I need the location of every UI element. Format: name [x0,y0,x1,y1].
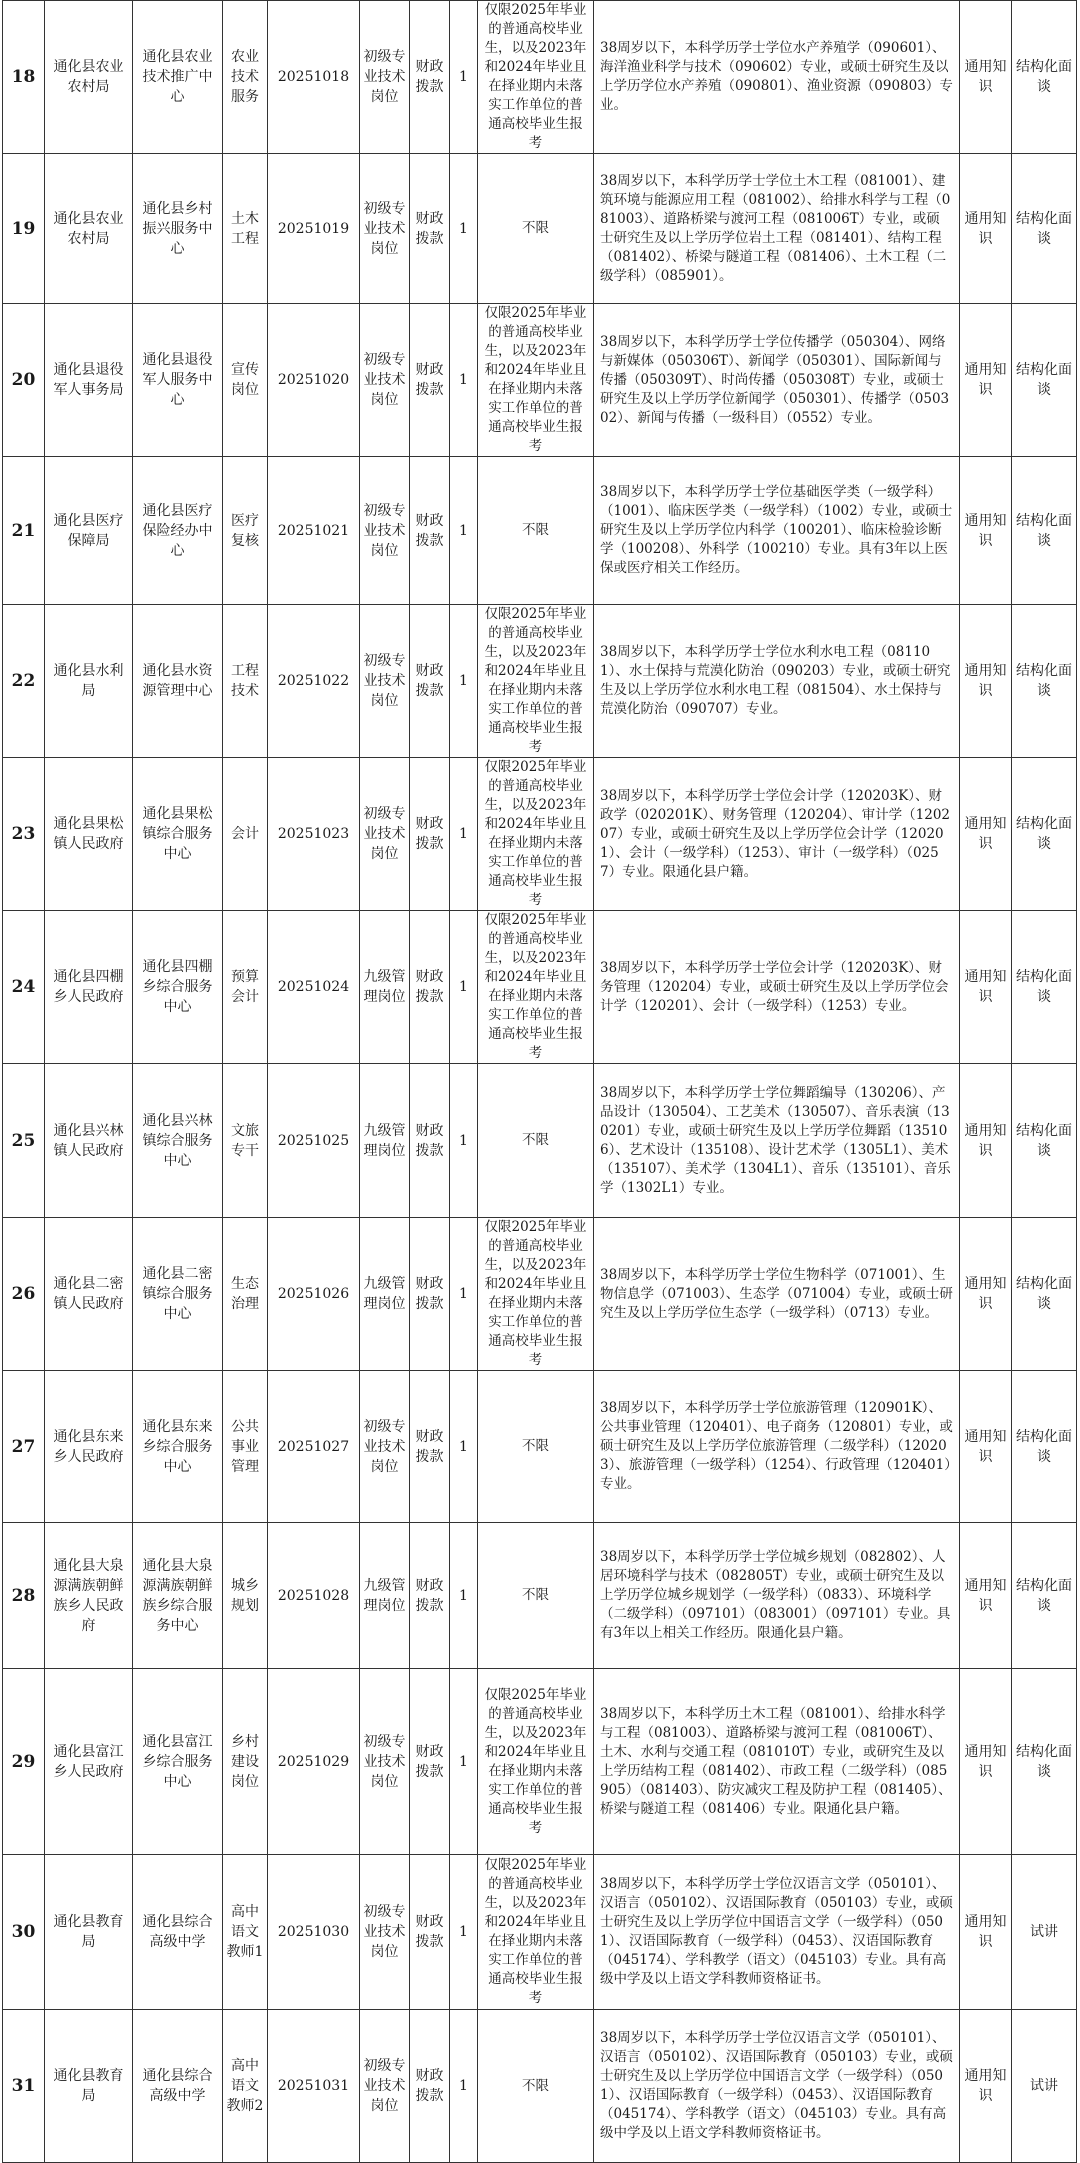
post-level-cell: 初级专业技术岗位 [360,154,410,304]
post-name-cell: 工程技术 [223,605,268,758]
post-code-cell: 20251019 [268,154,360,304]
interview-type-cell: 试讲 [1012,2010,1077,2163]
interview-type-cell: 结构化面谈 [1012,1064,1077,1218]
post-name-cell: 土木工程 [223,154,268,304]
department-cell: 通化县退役军人事务局 [45,304,133,457]
applicant-condition-cell: 仅限2025年毕业的普通高校毕业生，以及2023年和2024年毕业且在择业期内未落实工作单位的普通高校毕业生报考 [478,1,594,154]
requirements-cell: 38周岁以下，本科学历学士学位舞蹈编导（130206）、产品设计（130504）、工艺美术（130507）、音乐表演（130201）专业，或硕士研究生及以上学历学位舞蹈（135106）、艺术设计（135108）、设计艺术学（1305L1）、美术（135107）、美术学（1304L1）、音乐（135101）、音乐学（1302L1）专业。 [594,1064,960,1218]
department-cell: 通化县兴林镇人民政府 [45,1064,133,1218]
requirements-cell: 38周岁以下，本科学历学士学位汉语言文学（050101）、汉语言（050102）、汉语国际教育（050103）专业，或硕士研究生及以上学历学位中国语言文学（一级学科）（0501）、汉语国际教育（一级学科）（0453）、汉语国际教育（045174）、学科教学（语文）（045103）专业。具有高级中学及以上语文学科教师资格证书。 [594,1855,960,2010]
table-body [3,1,1077,2163]
requirements-cell: 38周岁以下，本科学历学士学位基础医学类（一级学科）（1001）、临床医学类（一级学科）（1002）专业，或硕士研究生及以上学历学位内科学（100201）、临床检验诊断学（100208）、外科学（100210）专业。具有3年以上医保或医疗相关工作经历。 [594,457,960,605]
row-number: 31 [3,2010,45,2163]
post-level-cell: 初级专业技术岗位 [360,758,410,911]
department-cell: 通化县二密镇人民政府 [45,1218,133,1371]
post-name-cell: 会计 [223,758,268,911]
requirements-cell: 38周岁以下，本科学历学士学位城乡规划（082802）、人居环境科学与技术（082805T）专业，或硕士研究生及以上学历学位城乡规划学（一级学科）（0833）、环境科学（二级学科）（097101）（083001）（097101）专业。具有3年以上相关工作经历。限通化县户籍。 [594,1523,960,1669]
post-level-cell: 九级管理岗位 [360,1064,410,1218]
table-row [3,304,1077,457]
post-code-cell: 20251023 [268,758,360,911]
employer-unit-cell: 通化县水资源管理中心 [133,605,223,758]
interview-type-cell: 结构化面谈 [1012,154,1077,304]
table-row [3,1669,1077,1855]
exam-subject-cell: 通用知识 [960,1669,1012,1855]
post-code-cell: 20251028 [268,1523,360,1669]
requirements-cell: 38周岁以下，本科学历学士学位会计学（120203K）、财务管理（120204）专业，或硕士研究生及以上学历学位会计学（120201）、会计（一级学科）（1253）专业。 [594,911,960,1064]
interview-type-cell: 试讲 [1012,1855,1077,2010]
post-name-cell: 医疗复核 [223,457,268,605]
table-row [3,1371,1077,1523]
applicant-condition-cell: 仅限2025年毕业的普通高校毕业生，以及2023年和2024年毕业且在择业期内未落实工作单位的普通高校毕业生报考 [478,911,594,1064]
post-level-cell: 初级专业技术岗位 [360,1669,410,1855]
post-name-cell: 乡村建设岗位 [223,1669,268,1855]
post-name-cell: 城乡规划 [223,1523,268,1669]
employer-unit-cell: 通化县二密镇综合服务中心 [133,1218,223,1371]
post-name-cell: 生态治理 [223,1218,268,1371]
applicant-condition-cell: 仅限2025年毕业的普通高校毕业生，以及2023年和2024年毕业且在择业期内未落实工作单位的普通高校毕业生报考 [478,605,594,758]
post-name-cell: 宣传岗位 [223,304,268,457]
employer-unit-cell: 通化县兴林镇综合服务中心 [133,1064,223,1218]
table-row [3,605,1077,758]
employer-unit-cell: 通化县退役军人服务中心 [133,304,223,457]
exam-subject-cell: 通用知识 [960,1371,1012,1523]
employer-unit-cell: 通化县综合高级中学 [133,2010,223,2163]
post-name-cell: 农业技术服务 [223,1,268,154]
interview-type-cell: 结构化面谈 [1012,758,1077,911]
interview-type-cell: 结构化面谈 [1012,911,1077,1064]
post-level-cell: 初级专业技术岗位 [360,2010,410,2163]
row-number: 27 [3,1371,45,1523]
exam-subject-cell: 通用知识 [960,1218,1012,1371]
post-name-cell: 高中语文教师1 [223,1855,268,2010]
requirements-cell: 38周岁以下，本科学历学士学位生物科学（071001）、生物信息学（071003）、生态学（071004）专业，或硕士研究生及以上学历学位生态学（一级学科）（0713）专业。 [594,1218,960,1371]
employer-unit-cell: 通化县农业技术推广中心 [133,1,223,154]
applicant-condition-cell: 不限 [478,1064,594,1218]
post-code-cell: 20251020 [268,304,360,457]
hire-count-cell: 1 [450,1,478,154]
exam-subject-cell: 通用知识 [960,1,1012,154]
funding-type-cell: 财政拨款 [410,1669,450,1855]
interview-type-cell: 结构化面谈 [1012,605,1077,758]
post-level-cell: 九级管理岗位 [360,1218,410,1371]
employer-unit-cell: 通化县大泉源满族朝鲜族乡综合服务中心 [133,1523,223,1669]
requirements-cell: 38周岁以下，本科学历学士学位汉语言文学（050101）、汉语言（050102）、汉语国际教育（050103）专业，或硕士研究生及以上学历学位中国语言文学（一级学科）（0501）、汉语国际教育（一级学科）（0453）、汉语国际教育（045174）、学科教学（语文）（045103）专业。具有高级中学及以上语文学科教师资格证书。 [594,2010,960,2163]
applicant-condition-cell: 不限 [478,1371,594,1523]
post-name-cell: 文旅专干 [223,1064,268,1218]
requirements-cell: 38周岁以下，本科学历学士学位会计学（120203K）、财政学（020201K）、财务管理（120204）、审计学（120207）专业，或硕士研究生及以上学历学位会计学（120201）、会计（一级学科）（1253）、审计（一级学科）（0257）专业。限通化县户籍。 [594,758,960,911]
table-row [3,154,1077,304]
interview-type-cell: 结构化面谈 [1012,457,1077,605]
post-code-cell: 20251022 [268,605,360,758]
post-code-cell: 20251031 [268,2010,360,2163]
interview-type-cell: 结构化面谈 [1012,1523,1077,1669]
requirements-cell: 38周岁以下，本科学历学士学位水产养殖学（090601）、海洋渔业科学与技术（090602）专业，或硕士研究生及以上学历学位水产养殖（090801）、渔业资源（090803）专业。 [594,1,960,154]
department-cell: 通化县水利局 [45,605,133,758]
applicant-condition-cell: 不限 [478,2010,594,2163]
table-row [3,457,1077,605]
exam-subject-cell: 通用知识 [960,304,1012,457]
applicant-condition-cell: 仅限2025年毕业的普通高校毕业生，以及2023年和2024年毕业且在择业期内未落实工作单位的普通高校毕业生报考 [478,1669,594,1855]
hire-count-cell: 1 [450,304,478,457]
applicant-condition-cell: 仅限2025年毕业的普通高校毕业生，以及2023年和2024年毕业且在择业期内未落实工作单位的普通高校毕业生报考 [478,758,594,911]
post-code-cell: 20251026 [268,1218,360,1371]
post-code-cell: 20251030 [268,1855,360,2010]
row-number: 20 [3,304,45,457]
table-row [3,911,1077,1064]
table-row [3,758,1077,911]
department-cell: 通化县医疗保障局 [45,457,133,605]
table-row [3,1855,1077,2010]
employer-unit-cell: 通化县四棚乡综合服务中心 [133,911,223,1064]
department-cell: 通化县教育局 [45,2010,133,2163]
interview-type-cell: 结构化面谈 [1012,304,1077,457]
exam-subject-cell: 通用知识 [960,1523,1012,1669]
applicant-condition-cell: 仅限2025年毕业的普通高校毕业生，以及2023年和2024年毕业且在择业期内未落实工作单位的普通高校毕业生报考 [478,1218,594,1371]
table-row [3,1523,1077,1669]
post-code-cell: 20251025 [268,1064,360,1218]
table-row [3,1064,1077,1218]
interview-type-cell: 结构化面谈 [1012,1669,1077,1855]
applicant-condition-cell: 不限 [478,1523,594,1669]
funding-type-cell: 财政拨款 [410,457,450,605]
post-level-cell: 初级专业技术岗位 [360,304,410,457]
post-code-cell: 20251021 [268,457,360,605]
post-code-cell: 20251018 [268,1,360,154]
exam-subject-cell: 通用知识 [960,605,1012,758]
hire-count-cell: 1 [450,1064,478,1218]
hire-count-cell: 1 [450,911,478,1064]
employer-unit-cell: 通化县医疗保险经办中心 [133,457,223,605]
applicant-condition-cell: 不限 [478,154,594,304]
row-number: 23 [3,758,45,911]
department-cell: 通化县大泉源满族朝鲜族乡人民政府 [45,1523,133,1669]
hire-count-cell: 1 [450,1855,478,2010]
post-code-cell: 20251024 [268,911,360,1064]
interview-type-cell: 结构化面谈 [1012,1,1077,154]
post-level-cell: 初级专业技术岗位 [360,1,410,154]
post-level-cell: 初级专业技术岗位 [360,457,410,605]
hire-count-cell: 1 [450,457,478,605]
exam-subject-cell: 通用知识 [960,758,1012,911]
exam-subject-cell: 通用知识 [960,457,1012,605]
row-number: 24 [3,911,45,1064]
post-name-cell: 公共事业管理 [223,1371,268,1523]
job-posting-table [2,0,1077,2163]
hire-count-cell: 1 [450,154,478,304]
requirements-cell: 38周岁以下，本科学历学士学位传播学（050304）、网络与新媒体（050306T）、新闻学（050301）、国际新闻与传播（050309T）、时尚传播（050308T）专业，或硕士研究生及以上学历学位新闻学（050301）、传播学（050302）、新闻与传播（一级科目）（0552）专业。 [594,304,960,457]
requirements-cell: 38周岁以下，本科学历土木工程（081001）、给排水科学与工程（081003）、道路桥梁与渡河工程（081006T）、土木、水利与交通工程（081010T）专业，或研究生及以上学历结构工程（081402）、市政工程（二级学科）（085905）（081403）、防灾减灾工程及防护工程（081405）、桥梁与隧道工程（081406）专业。限通化县户籍。 [594,1669,960,1855]
employer-unit-cell: 通化县综合高级中学 [133,1855,223,2010]
funding-type-cell: 财政拨款 [410,605,450,758]
employer-unit-cell: 通化县乡村振兴服务中心 [133,154,223,304]
hire-count-cell: 1 [450,758,478,911]
hire-count-cell: 1 [450,2010,478,2163]
funding-type-cell: 财政拨款 [410,1371,450,1523]
row-number: 19 [3,154,45,304]
department-cell: 通化县东来乡人民政府 [45,1371,133,1523]
post-code-cell: 20251027 [268,1371,360,1523]
funding-type-cell: 财政拨款 [410,154,450,304]
funding-type-cell: 财政拨款 [410,1218,450,1371]
table-row [3,1218,1077,1371]
funding-type-cell: 财政拨款 [410,758,450,911]
post-name-cell: 预算会计 [223,911,268,1064]
funding-type-cell: 财政拨款 [410,2010,450,2163]
employer-unit-cell: 通化县富江乡综合服务中心 [133,1669,223,1855]
post-name-cell: 高中语文教师2 [223,2010,268,2163]
department-cell: 通化县富江乡人民政府 [45,1669,133,1855]
applicant-condition-cell: 仅限2025年毕业的普通高校毕业生，以及2023年和2024年毕业且在择业期内未落实工作单位的普通高校毕业生报考 [478,304,594,457]
interview-type-cell: 结构化面谈 [1012,1371,1077,1523]
employer-unit-cell: 通化县东来乡综合服务中心 [133,1371,223,1523]
funding-type-cell: 财政拨款 [410,1064,450,1218]
funding-type-cell: 财政拨款 [410,304,450,457]
department-cell: 通化县农业农村局 [45,1,133,154]
table-row [3,2010,1077,2163]
department-cell: 通化县果松镇人民政府 [45,758,133,911]
funding-type-cell: 财政拨款 [410,911,450,1064]
table-row [3,1,1077,154]
post-level-cell: 初级专业技术岗位 [360,605,410,758]
exam-subject-cell: 通用知识 [960,154,1012,304]
hire-count-cell: 1 [450,1669,478,1855]
funding-type-cell: 财政拨款 [410,1855,450,2010]
applicant-condition-cell: 仅限2025年毕业的普通高校毕业生，以及2023年和2024年毕业且在择业期内未落实工作单位的普通高校毕业生报考 [478,1855,594,2010]
applicant-condition-cell: 不限 [478,457,594,605]
funding-type-cell: 财政拨款 [410,1523,450,1669]
hire-count-cell: 1 [450,1523,478,1669]
exam-subject-cell: 通用知识 [960,2010,1012,2163]
post-level-cell: 九级管理岗位 [360,911,410,1064]
post-code-cell: 20251029 [268,1669,360,1855]
row-number: 25 [3,1064,45,1218]
post-level-cell: 初级专业技术岗位 [360,1855,410,2010]
row-number: 29 [3,1669,45,1855]
row-number: 28 [3,1523,45,1669]
employer-unit-cell: 通化县果松镇综合服务中心 [133,758,223,911]
interview-type-cell: 结构化面谈 [1012,1218,1077,1371]
exam-subject-cell: 通用知识 [960,1855,1012,2010]
funding-type-cell: 财政拨款 [410,1,450,154]
row-number: 22 [3,605,45,758]
department-cell: 通化县教育局 [45,1855,133,2010]
hire-count-cell: 1 [450,605,478,758]
row-number: 30 [3,1855,45,2010]
exam-subject-cell: 通用知识 [960,1064,1012,1218]
exam-subject-cell: 通用知识 [960,911,1012,1064]
department-cell: 通化县四棚乡人民政府 [45,911,133,1064]
requirements-cell: 38周岁以下，本科学历学士学位土木工程（081001）、建筑环境与能源应用工程（081002）、给排水科学与工程（081003）、道路桥梁与渡河工程（081006T）专业，或硕士研究生及以上学历学位岩土工程（081401）、结构工程（081402）、桥梁与隧道工程（081406）、土木工程（二级学科）（085901）。 [594,154,960,304]
hire-count-cell: 1 [450,1371,478,1523]
hire-count-cell: 1 [450,1218,478,1371]
requirements-cell: 38周岁以下，本科学历学士学位旅游管理（120901K）、公共事业管理（120401）、电子商务（120801）专业，或硕士研究生及以上学历学位旅游管理（二级学科）（120203）、旅游管理（一级学科）（1254）、行政管理（120401）专业。 [594,1371,960,1523]
row-number: 18 [3,1,45,154]
row-number: 26 [3,1218,45,1371]
requirements-cell: 38周岁以下，本科学历学士学位水利水电工程（081101）、水土保持与荒漠化防治（090203）专业，或硕士研究生及以上学历学位水利水电工程（081504）、水土保持与荒漠化防治（090707）专业。 [594,605,960,758]
department-cell: 通化县农业农村局 [45,154,133,304]
post-level-cell: 九级管理岗位 [360,1523,410,1669]
post-level-cell: 初级专业技术岗位 [360,1371,410,1523]
row-number: 21 [3,457,45,605]
